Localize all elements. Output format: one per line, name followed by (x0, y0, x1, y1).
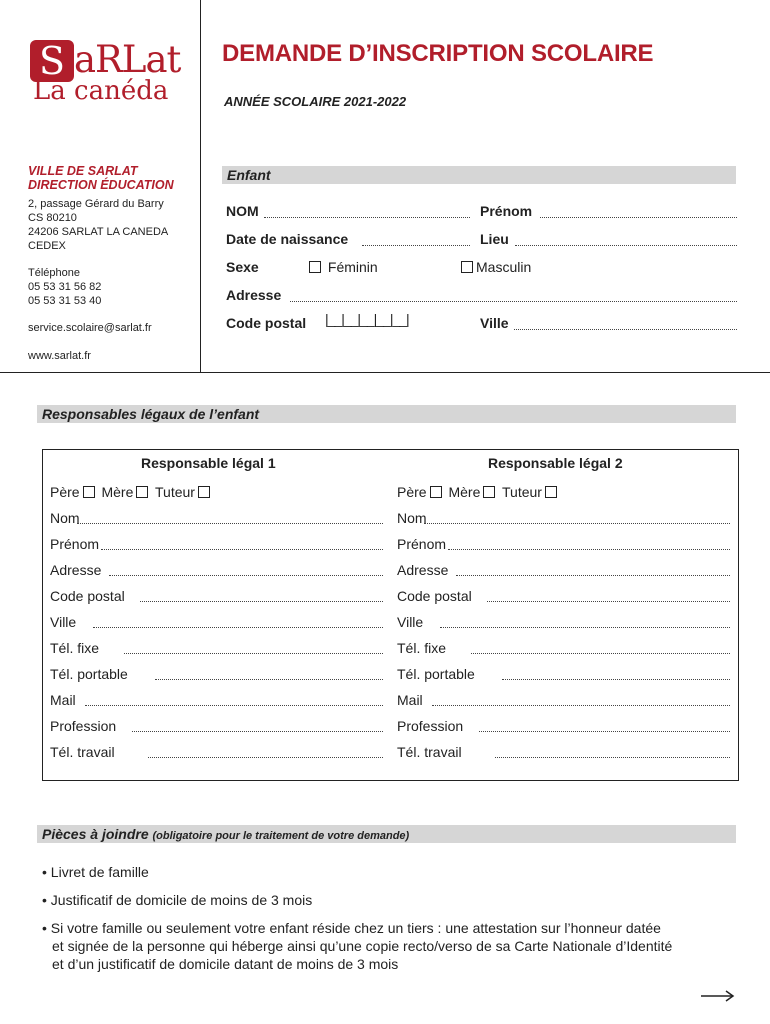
row-field[interactable] (440, 614, 730, 628)
relation-options-1 (50, 484, 213, 500)
org-department: DIRECTION ÉDUCATION (28, 178, 174, 192)
row-field[interactable] (93, 614, 383, 628)
list-item: • Si votre famille ou seulement votre enfant réside chez un tiers : une attestation sur l’honneur datée (42, 920, 661, 936)
label-ville: Ville (480, 315, 509, 331)
row-label: Profession (50, 718, 117, 734)
list-item-continuation: et d’un justificatif de domicile datant de moins de 3 mois (52, 956, 399, 972)
address-line: CEDEX (28, 240, 66, 252)
row-field[interactable] (502, 666, 730, 680)
org-name: VILLE DE SARLAT (28, 164, 138, 178)
field-lieu[interactable] (515, 231, 737, 246)
row-field[interactable] (132, 718, 383, 732)
row-label: Ville (50, 614, 77, 630)
label-mere: Mère (101, 484, 134, 500)
row-field[interactable] (495, 744, 730, 758)
row-label: Tél. fixe (50, 640, 100, 656)
arrow-right-icon[interactable] (700, 988, 736, 1004)
field-nom[interactable] (264, 203, 470, 218)
row-field[interactable] (448, 536, 730, 550)
label-tuteur: Tuteur (155, 484, 195, 500)
row-label: Mail (50, 692, 76, 708)
option-masculin-label: Masculin (476, 259, 532, 275)
phone-number: 05 53 31 56 82 (28, 281, 102, 293)
phone-label: Téléphone (28, 267, 80, 279)
col-head-responsable-1: Responsable légal 1 (141, 455, 276, 471)
option-feminin-label: Féminin (327, 259, 378, 275)
checkbox-icon[interactable] (483, 486, 495, 498)
row-field[interactable] (140, 588, 383, 602)
row-field[interactable] (101, 536, 383, 550)
pieces-title: Pièces à joindre (42, 826, 149, 842)
row-field[interactable] (432, 692, 730, 706)
checkbox-icon[interactable] (309, 261, 321, 273)
label-nom: NOM (226, 203, 259, 219)
row-field[interactable] (479, 718, 730, 732)
row-label: Tél. travail (397, 744, 462, 760)
row-field[interactable] (487, 588, 730, 602)
phone-number: 05 53 31 53 40 (28, 295, 102, 307)
row-label: Tél. fixe (397, 640, 447, 656)
field-date-naissance[interactable] (362, 231, 470, 246)
option-masculin[interactable] (458, 259, 531, 275)
email-link[interactable]: service.scolaire@sarlat.fr (28, 322, 152, 334)
row-field[interactable] (85, 692, 383, 706)
row-field[interactable] (456, 562, 730, 576)
row-label: Code postal (50, 588, 125, 604)
checkbox-icon[interactable] (83, 486, 95, 498)
field-ville[interactable] (514, 315, 737, 330)
row-field[interactable] (471, 640, 730, 654)
header-vertical-divider (200, 0, 201, 373)
label-sexe: Sexe (226, 259, 259, 275)
label-mere: Mère (448, 484, 481, 500)
row-field[interactable] (424, 510, 730, 524)
label-pere: Père (397, 484, 427, 500)
row-field[interactable] (124, 640, 383, 654)
col-head-responsable-2: Responsable légal 2 (488, 455, 623, 471)
checkbox-icon[interactable] (136, 486, 148, 498)
row-label: Nom (397, 510, 427, 526)
label-prenom: Prénom (480, 203, 533, 219)
field-code-postal[interactable]: |__|__|__|__|__| (325, 311, 409, 327)
label-code-postal: Code postal (226, 315, 307, 331)
row-label: Adresse (397, 562, 449, 578)
label-lieu: Lieu (480, 231, 509, 247)
label-pere: Père (50, 484, 80, 500)
list-item-continuation: et signée de la personne qui héberge ainsi qu’une copie recto/verso de sa Carte Nationale d’Identité (52, 938, 673, 954)
row-label: Profession (397, 718, 464, 734)
address-line: 2, passage Gérard du Barry (28, 198, 164, 210)
section-title-responsables: Responsables légaux de l’enfant (42, 406, 260, 422)
row-label: Ville (397, 614, 424, 630)
row-label: Prénom (50, 536, 100, 552)
row-label: Tél. portable (397, 666, 475, 682)
list-item: • Justificatif de domicile de moins de 3 mois (42, 892, 313, 908)
website-link[interactable]: www.sarlat.fr (28, 350, 91, 362)
row-field[interactable] (155, 666, 383, 680)
logo-initial: S (38, 39, 66, 83)
checkbox-icon[interactable] (198, 486, 210, 498)
row-label: Tél. portable (50, 666, 128, 682)
document-title: DEMANDE D’INSCRIPTION SCOLAIRE (222, 40, 654, 67)
row-label: Prénom (397, 536, 447, 552)
logo-line2: La canéda (33, 76, 169, 106)
label-date-naissance: Date de naissance (226, 231, 349, 247)
label-tuteur: Tuteur (502, 484, 542, 500)
field-adresse[interactable] (290, 287, 737, 302)
row-label: Tél. travail (50, 744, 115, 760)
logo-line1: aRLat (74, 38, 181, 81)
address-line: 24206 SARLAT LA CANEDA (28, 226, 169, 238)
row-field[interactable] (148, 744, 383, 758)
list-item: • Livret de famille (42, 864, 149, 880)
label-adresse: Adresse (226, 287, 282, 303)
section-title-pieces (42, 826, 409, 842)
checkbox-icon[interactable] (430, 486, 442, 498)
row-label: Mail (397, 692, 423, 708)
field-prenom[interactable] (540, 203, 737, 218)
row-label: Adresse (50, 562, 102, 578)
responsables-table (42, 449, 739, 781)
school-year: ANNÉE SCOLAIRE 2021-2022 (224, 94, 407, 109)
row-field[interactable] (109, 562, 383, 576)
relation-options-2 (397, 484, 560, 500)
checkbox-icon[interactable] (545, 486, 557, 498)
checkbox-icon[interactable] (461, 261, 473, 273)
row-label: Code postal (397, 588, 472, 604)
header-horizontal-divider (0, 372, 770, 373)
address-line: CS 80210 (28, 212, 77, 224)
row-field[interactable] (77, 510, 383, 524)
section-title-enfant: Enfant (227, 167, 271, 183)
section-band-enfant (222, 166, 736, 184)
option-feminin[interactable] (306, 259, 378, 275)
pieces-note: (obligatoire pour le traitement de votre demande) (152, 830, 410, 842)
row-label: Nom (50, 510, 80, 526)
